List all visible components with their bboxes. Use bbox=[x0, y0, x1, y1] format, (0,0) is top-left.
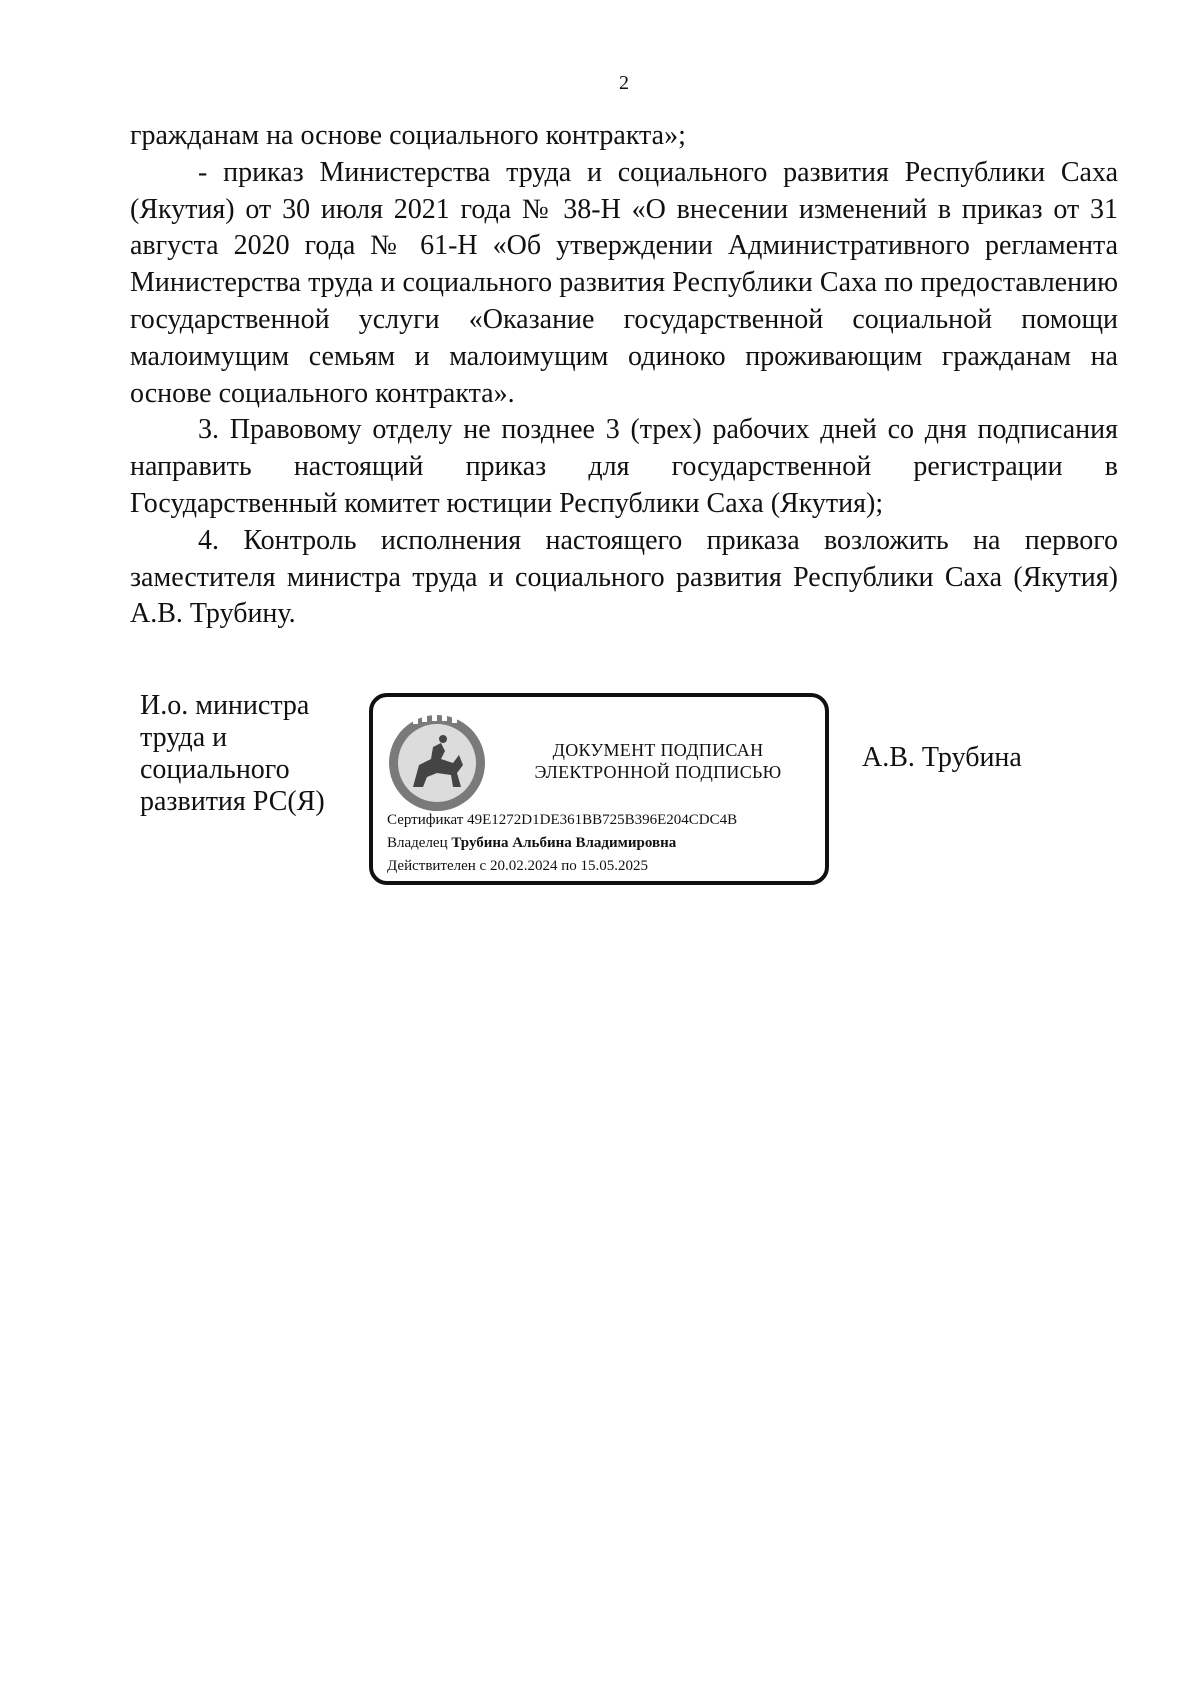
certificate-value: 49E1272D1DE361BB725B396E204CDC4B bbox=[467, 812, 738, 828]
page-number: 2 bbox=[619, 72, 629, 94]
electronic-signature-stamp bbox=[369, 693, 829, 885]
stamp-title-line: ЭЛЕКТРОННОЙ ПОДПИСЬЮ bbox=[534, 762, 782, 782]
owner-row bbox=[387, 832, 737, 855]
signer-position-line: И.о. министра bbox=[140, 690, 310, 721]
stamp-details bbox=[387, 809, 737, 878]
sakha-coat-of-arms-icon bbox=[387, 713, 487, 813]
paragraph-item-3: 3. Правовому отделу не позднее 3 (трех) рабочих дней со дня подписания направить настоящий приказ для государственной регистрации в Государственный комитет юстиции Республики Саха (Якутия); bbox=[130, 414, 1118, 519]
signer-position-line: труда и bbox=[140, 722, 228, 753]
valid-from-date: 20.02.2024 bbox=[489, 858, 558, 874]
valid-to-label: по bbox=[561, 858, 577, 874]
valid-from-label: Действителен с bbox=[387, 858, 487, 874]
stamp-title bbox=[503, 739, 813, 783]
signer-position-line: социального bbox=[140, 754, 290, 785]
certificate-row bbox=[387, 809, 737, 832]
signer-position-line: развития РС(Я) bbox=[140, 786, 325, 817]
paragraph-continuation: гражданам на основе социального контракта»; bbox=[130, 120, 686, 151]
paragraph-order-reference: - приказ Министерства труда и социального развития Республики Саха (Якутия) от 30 июля 2021 года № 38-Н «О внесении изменений в приказ от 31 августа 2020 года № 61-Н «Об утверждении Административного регламента Министерства труда и социального развития Республики Саха по предоставлению государственной услуги «Оказание государственной социальной помощи малоимущим семьям и малоимущим одиноко проживающим гражданам на основе социального контракта». bbox=[130, 156, 1118, 409]
document-body bbox=[130, 118, 1118, 633]
owner-value: Трубина Альбина Владимировна bbox=[451, 835, 677, 851]
validity-row bbox=[387, 855, 737, 878]
valid-to-date: 15.05.2025 bbox=[580, 858, 648, 874]
owner-label: Владелец bbox=[387, 835, 448, 851]
signer-position bbox=[140, 690, 360, 818]
certificate-label: Сертификат bbox=[387, 812, 464, 828]
paragraph-item-4: 4. Контроль исполнения настоящего приказа возложить на первого заместителя министра труда и социального развития Республики Саха (Якутия) А.В. Трубину. bbox=[130, 524, 1118, 630]
stamp-title-line: ДОКУМЕНТ ПОДПИСАН bbox=[552, 740, 764, 760]
signer-name: А.В. Трубина bbox=[862, 742, 1022, 773]
